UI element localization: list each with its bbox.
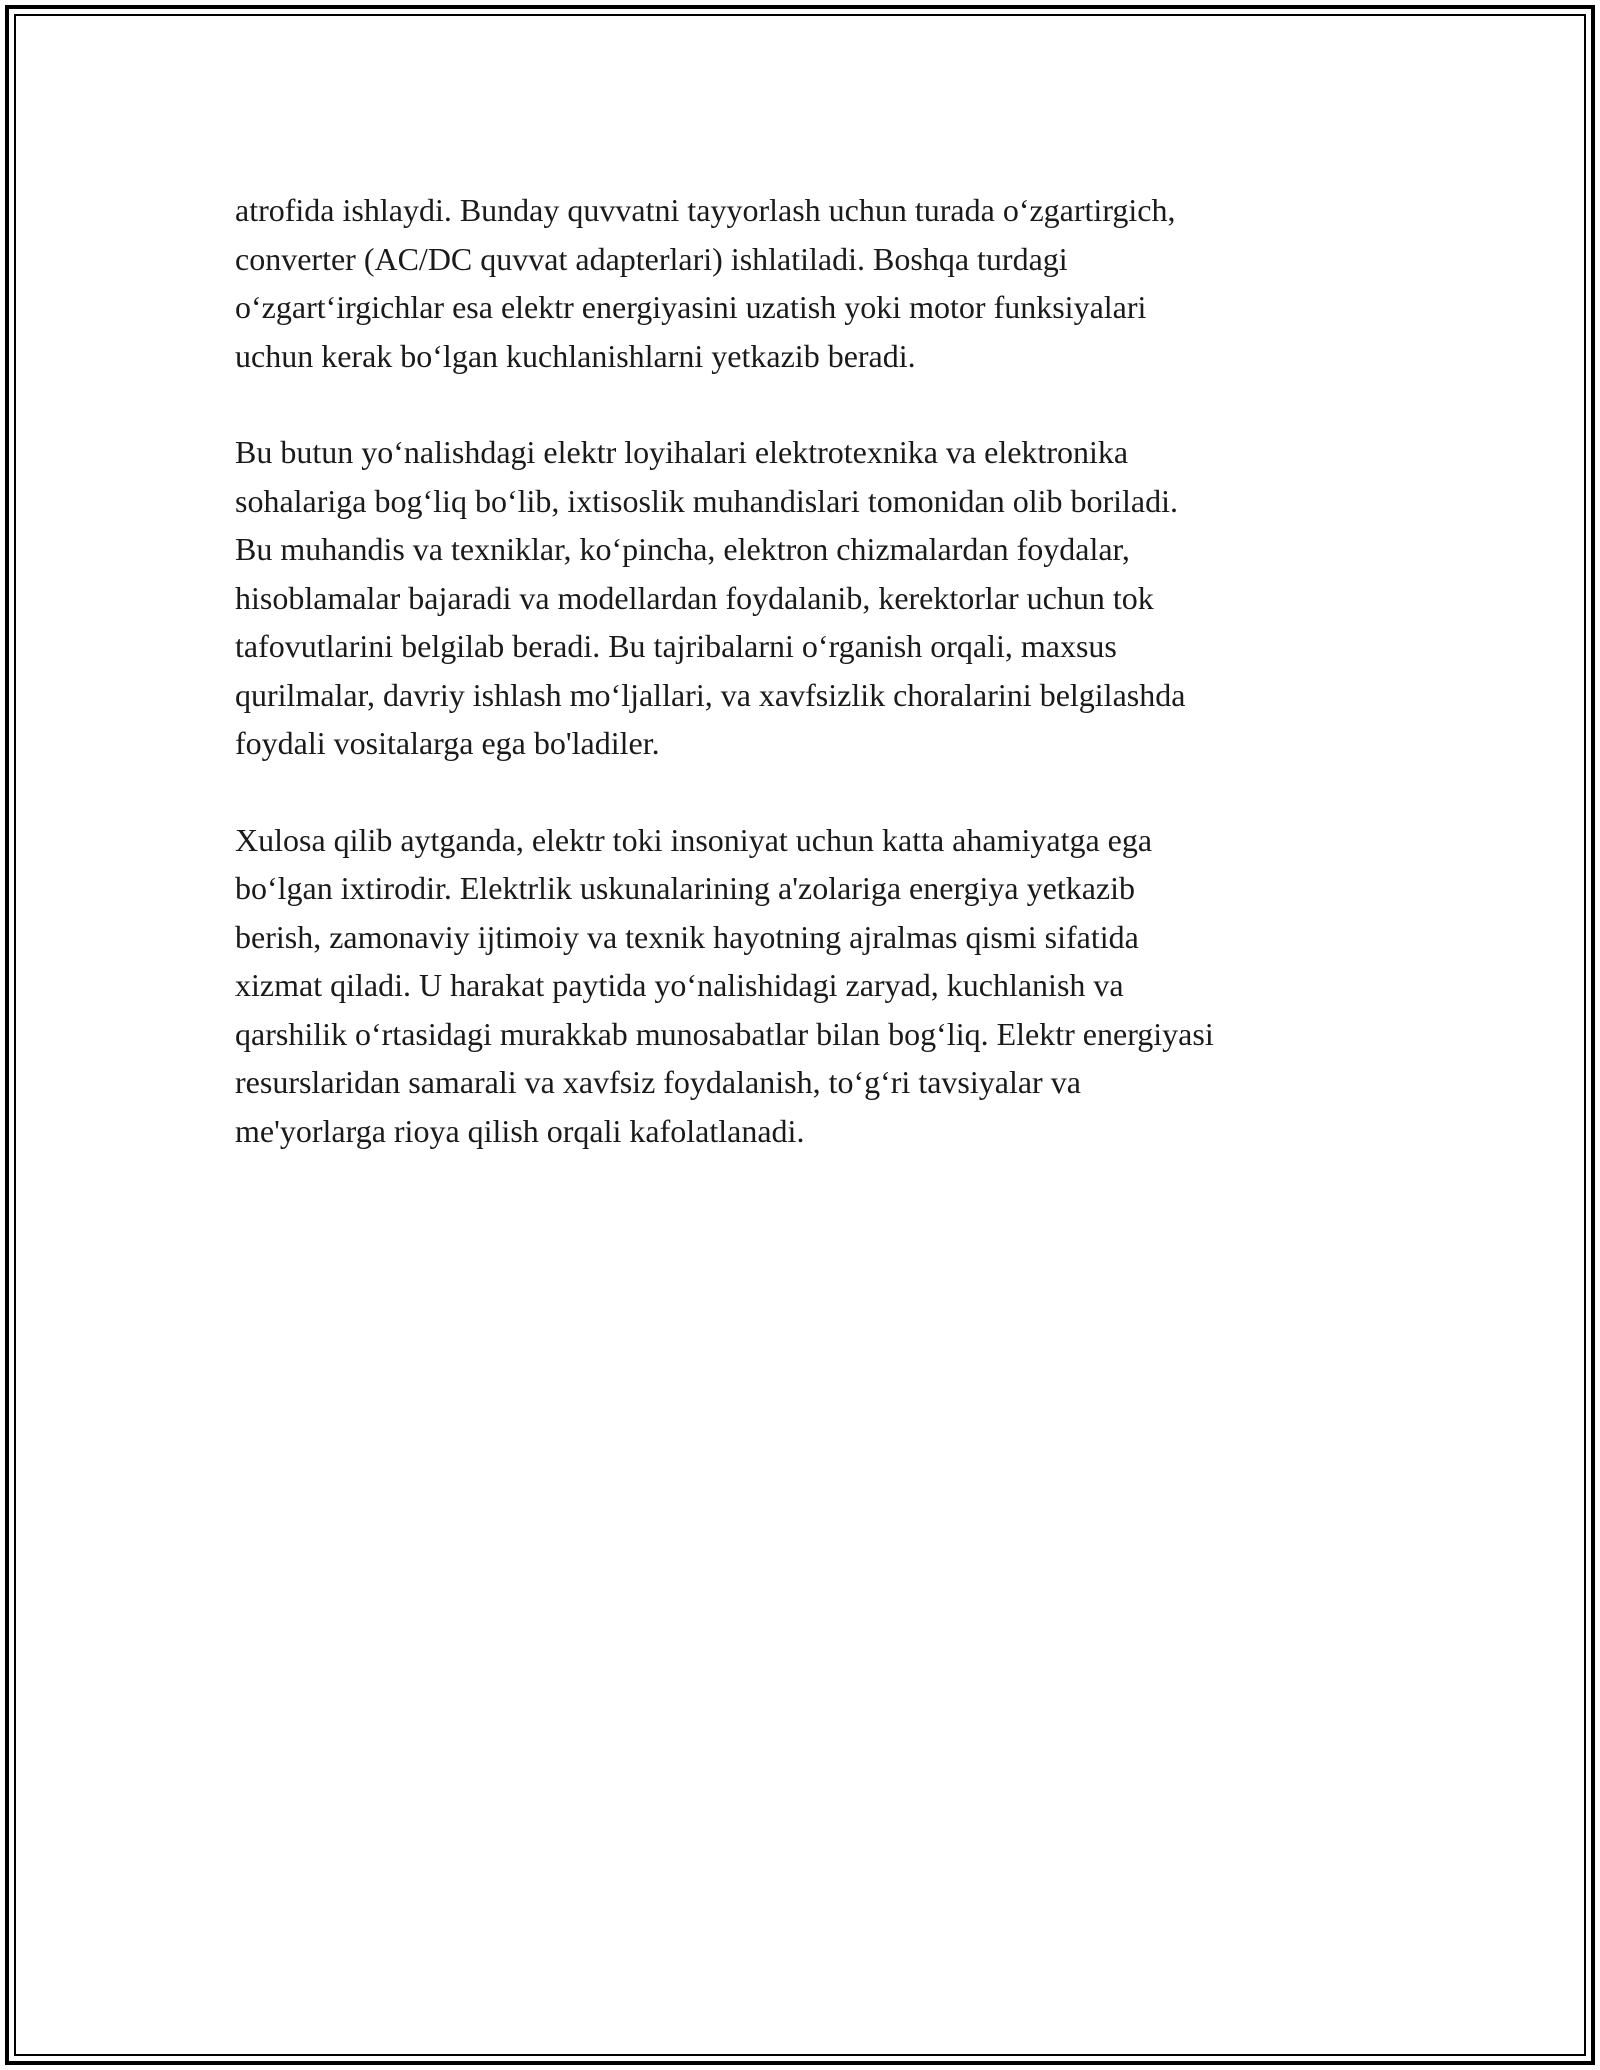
text-line: converter (AC/DC quvvat adapterlari) ishlatiladi. Boshqa turdagi [235, 240, 1068, 277]
text-line: xizmat qiladi. U harakat paytida yoʻnalishidagi zaryad, kuchlanish va [235, 967, 1124, 1003]
text-line: me'yorlarga rioya qilish orqali kafolatlanadi. [235, 1112, 805, 1149]
paragraph-1 [235, 186, 1375, 380]
text-line: tafovutlarini belgilab beradi. Bu tajribalarni oʻrganish orqali, maxsus [235, 628, 1117, 664]
text-line: Bu butun yoʻnalishdagi elektr loyihalari elektrotexnika va elektronika [235, 434, 1129, 470]
document-body [235, 186, 1375, 1203]
paragraph-3 [235, 816, 1375, 1156]
text-line: berish, zamonaviy ijtimoiy va texnik hayotning ajralmas qismi sifatida [235, 918, 1139, 955]
paragraph-2 [235, 428, 1375, 768]
text-line: foydali vositalarga ega bo'ladiler. [235, 725, 660, 761]
text-line: atrofida ishlaydi. Bunday quvvatni tayyorlash uchun turada oʻzgartirgich, [235, 192, 1176, 228]
text-line: oʻzgartʻirgichlar esa elektr energiyasini uzatish yoki motor funksiyalari [235, 289, 1147, 325]
text-line: qarshilik oʻrtasidagi murakkab munosabatlar bilan bogʻliq. Elektr energiyasi [235, 1015, 1214, 1052]
text-line: uchun kerak boʻlgan kuchlanishlarni yetkazib beradi. [235, 337, 916, 374]
text-line: qurilmalar, davriy ishlash moʻljallari, va xavfsizlik choralarini belgilashda [235, 676, 1186, 713]
text-line: boʻlgan ixtirodir. Elektrlik uskunalarining a'zolariga energiya yetkazib [235, 870, 1135, 906]
text-line: Bu muhandis va texniklar, koʻpincha, elektron chizmalardan foydalar, [235, 531, 1130, 567]
text-line: resurslaridan samarali va xavfsiz foydalanish, toʻgʻri tavsiyalar va [235, 1064, 1081, 1100]
text-line: hisoblamalar bajaradi va modellardan foydalanib, kerektorlar uchun tok [235, 579, 1154, 616]
text-line: Xulosa qilib aytganda, elektr toki insoniyat uchun katta ahamiyatga ega [235, 821, 1153, 858]
text-line: sohalariga bogʻliq boʻlib, ixtisoslik muhandislari tomonidan olib boriladi. [235, 482, 1178, 519]
